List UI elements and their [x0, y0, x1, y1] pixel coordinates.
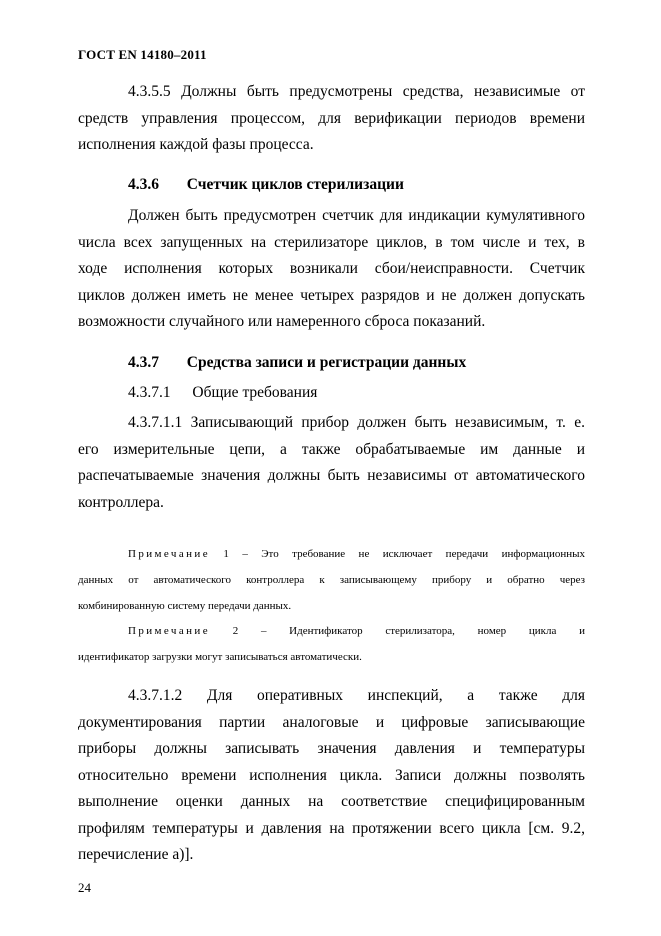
- subsection-number: 4.3.7.1: [128, 384, 171, 401]
- text-line: 4.3.7.1.2 Для оперативных инспекций, а также для: [128, 687, 585, 704]
- text-line: приборы должны записывать значения давления и температуры: [78, 740, 585, 757]
- paragraph-4-3-6: [78, 203, 585, 336]
- section-number: 4.3.7: [128, 354, 159, 371]
- note-label: Примечание: [128, 625, 210, 637]
- paragraph-4-3-5-5: [78, 79, 585, 159]
- paragraph-4-3-7-1-1: [78, 410, 585, 516]
- text-line: исполнения каждой фазы процесса.: [78, 136, 314, 153]
- text-line: средств управления процессом, для верификации периодов времени: [78, 109, 585, 127]
- paragraph-4-3-7-1-2: [78, 683, 585, 869]
- text-line: данных от автоматического контроллера к записывающему прибору и обратно через: [78, 574, 585, 586]
- text-line: документирования партии аналоговые и цифровые записывающие: [78, 713, 585, 731]
- text-line: контроллера.: [78, 493, 164, 511]
- text-line: циклов должен иметь не менее четырех разрядов и не должен допускать: [78, 286, 585, 304]
- text-line: 4.3.7.1.1 Записывающий прибор должен быть независимым, т. е.: [128, 414, 585, 431]
- note-text: 1 – Это требование не исключает передачи информационных: [223, 548, 586, 560]
- subsection-title: Общие требования: [192, 384, 318, 401]
- text-line: его измерительные цепи, а также обрабатываемые им данные и: [78, 440, 585, 458]
- section-title: Средства записи и регистрации данных: [186, 354, 467, 371]
- text-line: возможности случайного или намеренного сброса показаний.: [78, 313, 486, 330]
- text-line: комбинированную систему передачи данных.: [78, 600, 292, 612]
- section-title: Счетчик циклов стерилизации: [186, 176, 404, 193]
- text-line: относительно времени исполнения цикла. Записи должны позволять: [78, 766, 585, 784]
- text-line: числа всех запущенных на стерилизаторе циклов, в том числе и тех, в: [78, 233, 585, 251]
- text-line: идентификатор загрузки могут записываться автоматически.: [78, 651, 362, 663]
- section-number: 4.3.6: [128, 176, 159, 193]
- text-line: профилям температуры и давления на протяжении всего цикла [см. 9.2,: [78, 819, 585, 837]
- text-line: перечисление а)].: [78, 846, 194, 863]
- note-text: 2 – Идентификатор стерилизатора, номер цикла и: [232, 625, 585, 637]
- section-heading-4-3-7: [78, 350, 585, 377]
- section-heading-4-3-6: [78, 172, 585, 199]
- subsection-heading-4-3-7-1: [78, 380, 585, 407]
- text-line: ходе исполнения которых возникали сбои/неисправности. Счетчик: [78, 260, 585, 277]
- text-line: Должен быть предусмотрен счетчик для индикации кумулятивного: [128, 207, 585, 224]
- page-number: 24: [78, 880, 91, 895]
- text-line: 4.3.5.5 Должны быть предусмотрены средства, независимые от: [128, 83, 585, 100]
- note-label: Примечание: [128, 548, 210, 560]
- note-2: [78, 618, 585, 670]
- text-line: распечатываемые значения должны быть независимы от автоматического: [78, 467, 585, 484]
- document-header: ГОСТ EN 14180–2011: [78, 47, 207, 62]
- text-line: выполнение оценки данных на соответствие специфицированным: [78, 793, 585, 810]
- note-1: [78, 541, 585, 619]
